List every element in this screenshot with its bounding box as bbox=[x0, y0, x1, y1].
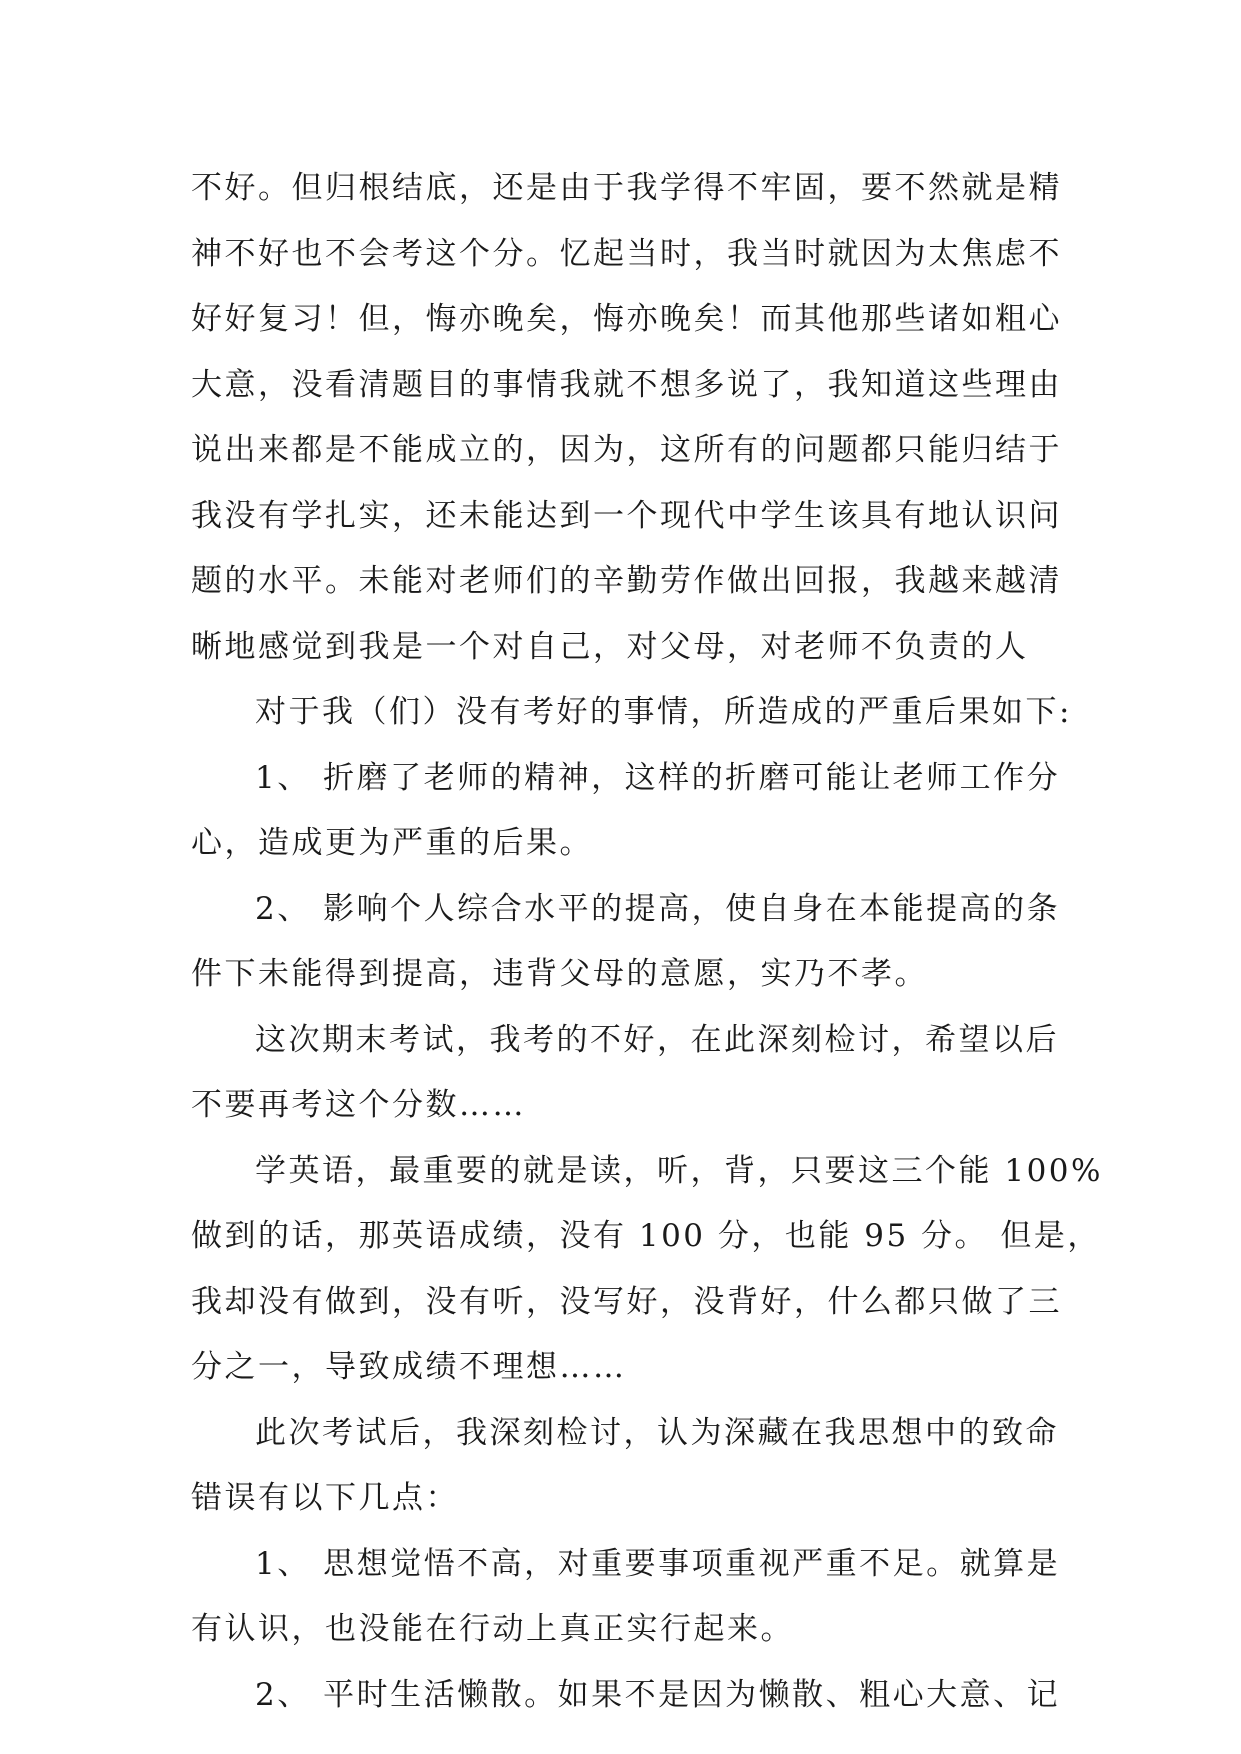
text-line: 分之一，导致成绩不理想…… bbox=[191, 1349, 627, 1385]
text-line: 大意，没看清题目的事情我就不想多说了，我知道这些理由 bbox=[191, 366, 1062, 403]
list-item-line: 2、 平时生活懒散。如果不是因为懒散、粗心大意、记 bbox=[255, 1676, 1061, 1713]
text-line: 心，造成更为严重的后果。 bbox=[191, 825, 593, 861]
text-line: 此次考试后，我深刻检讨，认为深藏在我思想中的致命 bbox=[255, 1414, 1059, 1451]
document-body bbox=[191, 156, 1103, 1728]
text-line: 不要再考这个分数…… bbox=[191, 1087, 526, 1123]
text-line: 我却没有做到，没有听，没写好，没背好，什么都只做了三 bbox=[191, 1283, 1062, 1320]
text-line: 晰地感觉到我是一个对自己，对父母，对老师不负责的人 bbox=[191, 628, 1029, 665]
text-line: 好好复习！但，悔亦晚矣，悔亦晚矣！而其他那些诸如粗心 bbox=[191, 301, 1062, 337]
text-line: 说出来都是不能成立的，因为，这所有的问题都只能归结于 bbox=[191, 432, 1062, 468]
text-line: 不好。但归根结底，还是由于我学得不牢固，要不然就是精 bbox=[191, 170, 1062, 206]
text-line: 神不好也不会考这个分。忆起当时，我当时就因为太焦虑不 bbox=[191, 235, 1062, 272]
list-item-line: 1、 折磨了老师的精神，这样的折磨可能让老师工作分 bbox=[255, 759, 1061, 796]
text-line: 我没有学扎实，还未能达到一个现代中学生该具有地认识问 bbox=[191, 497, 1062, 534]
list-item-line: 2、 影响个人综合水平的提高，使自身在本能提高的条 bbox=[255, 890, 1061, 927]
text-line: 题的水平。未能对老师们的辛勤劳作做出回报，我越来越清 bbox=[191, 563, 1062, 599]
text-line: 件下未能得到提高，违背父母的意愿，实乃不孝。 bbox=[191, 956, 928, 992]
text-line: 这次期末考试，我考的不好，在此深刻检讨，希望以后 bbox=[255, 1021, 1059, 1058]
text-line: 有认识，也没能在行动上真正实行起来。 bbox=[191, 1611, 794, 1647]
text-line: 做到的话，那英语成绩，没有 100 分，也能 95 分。 但是， bbox=[191, 1218, 1101, 1254]
text-line: 对于我（们）没有考好的事情，所造成的严重后果如下: bbox=[255, 694, 1072, 730]
list-item-line: 1、 思想觉悟不高，对重要事项重视严重不足。就算是 bbox=[255, 1545, 1061, 1582]
text-line: 学英语，最重要的就是读，听，背，只要这三个能 100% bbox=[255, 1152, 1103, 1189]
text-line: 错误有以下几点： bbox=[191, 1480, 459, 1516]
